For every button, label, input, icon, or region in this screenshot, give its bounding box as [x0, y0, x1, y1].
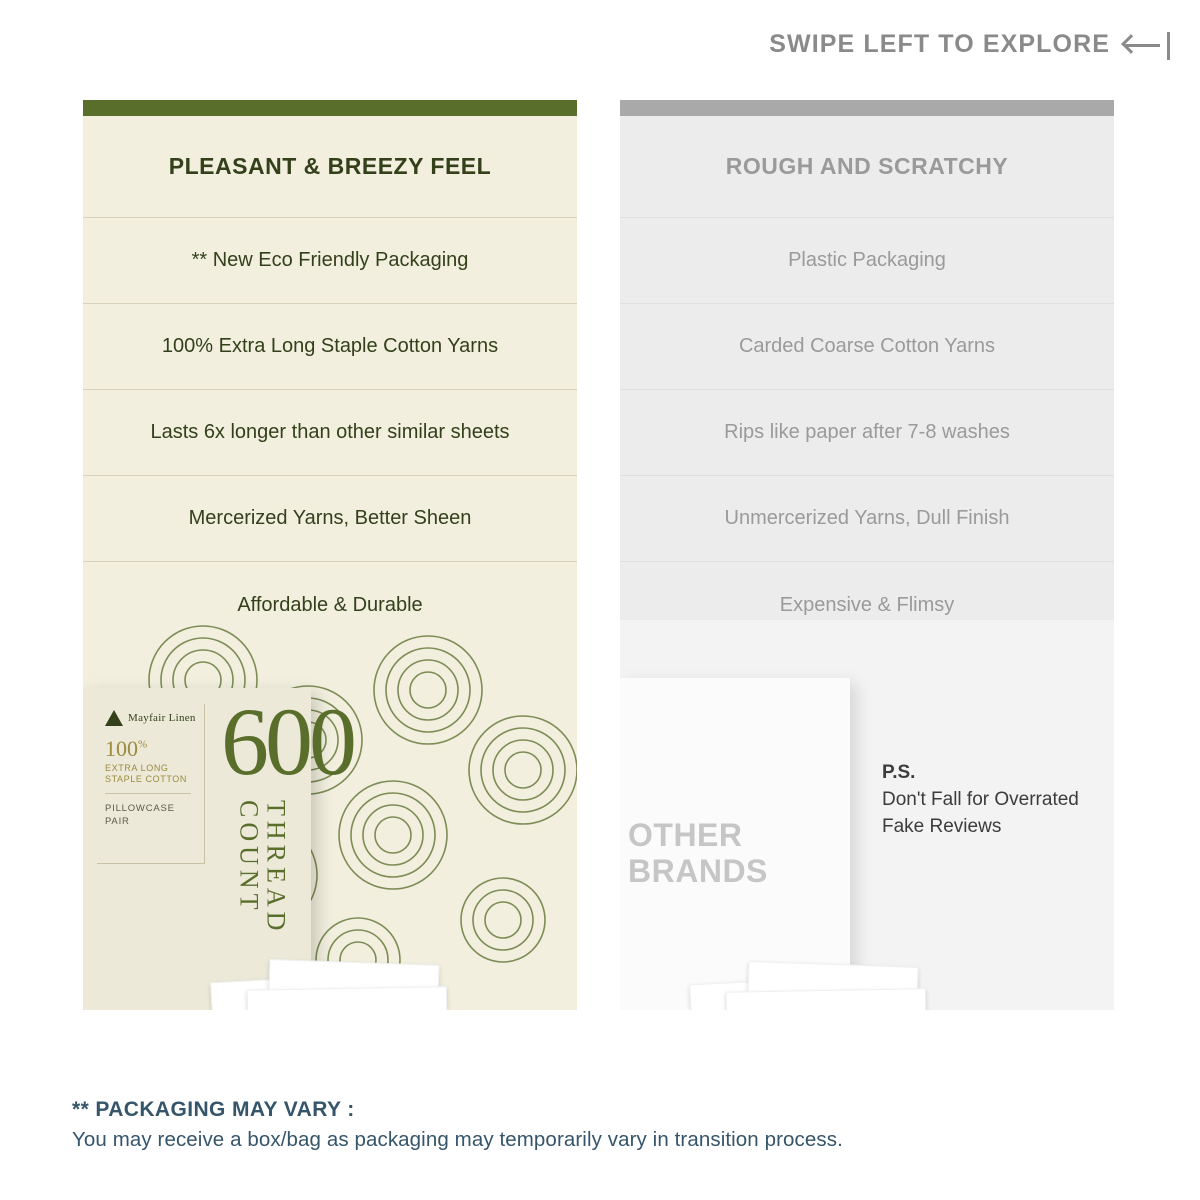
folded-sheet — [247, 986, 447, 1010]
other-brands-label: OTHER BRANDS — [628, 817, 768, 889]
column-header-left: PLEASANT & BREEZY FEEL — [83, 116, 577, 218]
feature-row: Rips like paper after 7-8 washes — [620, 390, 1114, 476]
ps-note — [882, 760, 1092, 841]
ps-body: Don't Fall for Overrated Fake Reviews — [882, 788, 1079, 837]
product-photo-other-brands — [620, 620, 1114, 1010]
feature-row: 100% Extra Long Staple Cotton Yarns — [83, 304, 577, 390]
brand-name: Mayfair Linen — [128, 712, 196, 724]
column-header-right: ROUGH AND SCRATCHY — [620, 116, 1114, 218]
brand-lockup — [105, 710, 196, 726]
feature-row: Carded Coarse Cotton Yarns — [620, 304, 1114, 390]
disclaimer-body: You may receive a box/bag as packaging may temporarily vary in transition process. — [72, 1128, 843, 1151]
feature-row: Mercerized Yarns, Better Sheen — [83, 476, 577, 562]
column-accent-bar-left — [83, 100, 577, 116]
fiber-description: EXTRA LONG STAPLE COTTON — [105, 763, 191, 794]
swipe-banner — [769, 30, 1172, 59]
arrow-left-icon — [1124, 32, 1172, 58]
column-body-right — [620, 116, 1114, 648]
column-accent-bar-right — [620, 100, 1114, 116]
product-photo-mayfair — [83, 620, 577, 1010]
folded-sheet — [726, 988, 926, 1010]
disclaimer-title: ** PACKAGING MAY VARY : — [72, 1098, 355, 1121]
folded-sheets-mayfair — [211, 926, 461, 1010]
column-body-left — [83, 116, 577, 648]
feature-row: ** New Eco Friendly Packaging — [83, 218, 577, 304]
mountain-logo-icon — [105, 710, 123, 726]
feature-row: Expensive & Flimsy — [779, 593, 955, 616]
feature-row: Lasts 6x longer than other similar sheets — [83, 390, 577, 476]
ps-title: P.S. — [882, 762, 916, 783]
comparison-column-mayfair — [83, 100, 577, 648]
comparison-column-other — [620, 100, 1114, 648]
swipe-banner-label: SWIPE LEFT TO EXPLORE — [769, 30, 1110, 58]
thread-count-words: THREAD COUNT — [234, 800, 291, 936]
feature-row: Unmercerized Yarns, Dull Finish — [620, 476, 1114, 562]
thread-count-number: 600 — [221, 688, 353, 795]
packaging-disclaimer — [72, 1098, 1142, 1152]
feature-row: Plastic Packaging — [620, 218, 1114, 304]
feature-row: Affordable & Durable — [237, 593, 423, 616]
folded-sheets-other — [690, 940, 920, 1010]
product-type: PILLOWCASE PAIR — [105, 802, 175, 827]
cotton-percent: 100% — [105, 736, 148, 761]
product-box-label — [97, 704, 205, 864]
